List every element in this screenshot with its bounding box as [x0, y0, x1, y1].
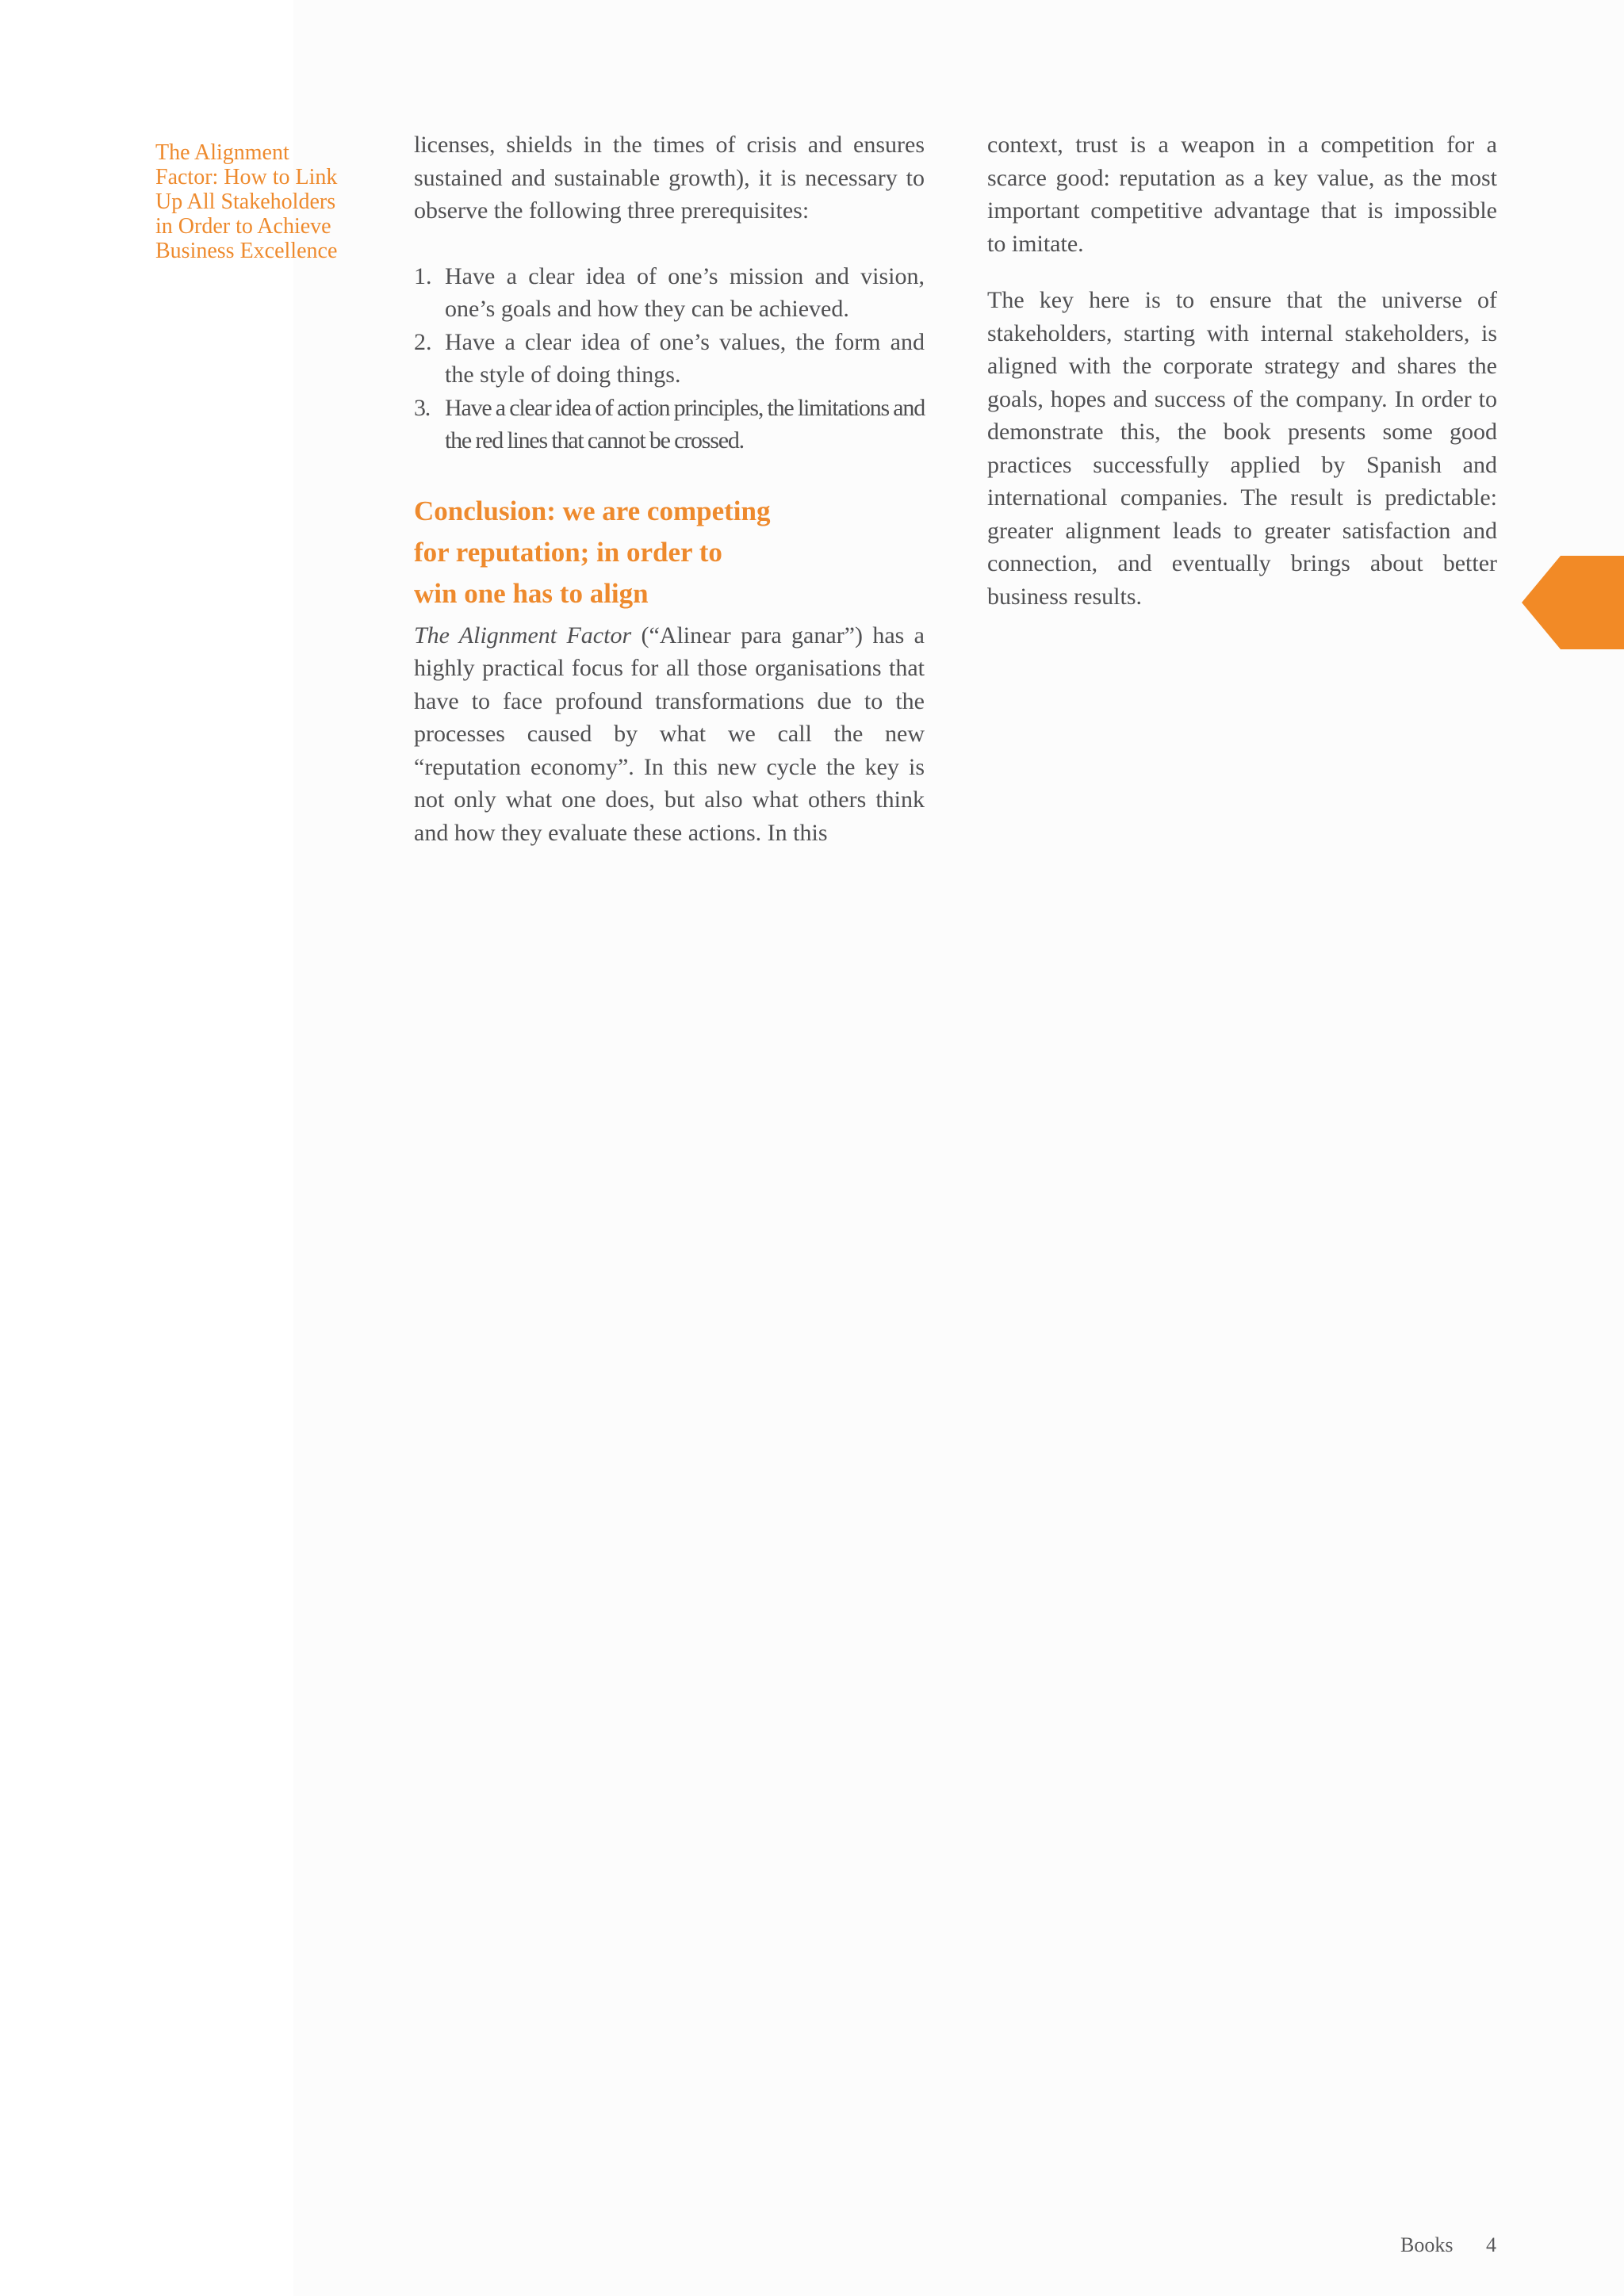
- list-item-text: Have a clear idea of action principles, the limitations and the red lines that cannot be crossed.: [445, 394, 925, 453]
- body-paragraph: [414, 619, 925, 850]
- list-item-text: Have a clear idea of one’s values, the form and the style of doing things.: [445, 328, 925, 388]
- continued-paragraph: context, trust is a weapon in a competition for a scarce good: reputation as a key value, as the most important competitive advantage that is impossible to imitate.: [987, 132, 1497, 257]
- section-heading-line: Conclusion: we are competing: [414, 495, 771, 526]
- sidebar-title-line: in Order to Achieve: [155, 214, 331, 239]
- text-column-right: [987, 128, 1497, 613]
- list-item-number: 3.: [414, 394, 431, 421]
- list-item: [414, 392, 925, 457]
- sidebar-title-line: Up All Stakeholders: [155, 189, 336, 214]
- chapter-tab-marker: [1522, 556, 1624, 649]
- sidebar-title-line: Business Excellence: [155, 239, 338, 263]
- list-item: [414, 326, 925, 392]
- chapter-tab-shape: [1522, 556, 1624, 649]
- book-title-italic: The Alignment Factor: [414, 622, 632, 649]
- footer-section-label: Books: [1400, 2233, 1454, 2256]
- prerequisites-list: [414, 260, 925, 457]
- section-heading-line: win one has to align: [414, 577, 649, 609]
- list-item-text: Have a clear idea of one’s mission and vision, one’s goals and how they can be achieved.: [445, 262, 925, 322]
- body-paragraph-text: (“Alinear para ganar”) has a highly practical focus for all those organisations that have to face profound transformations due to the processes caused by what we call the new “reputation economy”. In this new cycle the key is not only what one does, but also what others think and how they evaluate these actions. In this: [414, 622, 925, 846]
- sidebar-article-title: [155, 140, 354, 263]
- footer-page-number: 4: [1486, 2233, 1496, 2256]
- list-item: [414, 260, 925, 326]
- sidebar-title-line: The Alignment: [155, 140, 289, 165]
- list-item-number: 1.: [414, 262, 432, 289]
- section-heading-line: for reputation; in order to: [414, 536, 722, 568]
- key-paragraph: The key here is to ensure that the universe of stakeholders, starting with internal stakeholders, is aligned with the corporate strategy and shares the goals, hopes and success of the company. In order to demonstrate this, the book presents some good practices successfully applied by Spanish and international companies. The result is predictable: greater alignment leads to greater satisfaction and connection, and eventually brings about better business results.: [987, 287, 1497, 610]
- text-column-left: [414, 128, 925, 849]
- section-heading: [414, 491, 925, 614]
- list-item-number: 2.: [414, 328, 432, 355]
- intro-paragraph: licenses, shields in the times of crisis and ensures sustained and sustainable growth), it is necessary to observe the following three prerequisites:: [414, 132, 925, 224]
- sidebar-title-line: Factor: How to Link: [155, 165, 338, 189]
